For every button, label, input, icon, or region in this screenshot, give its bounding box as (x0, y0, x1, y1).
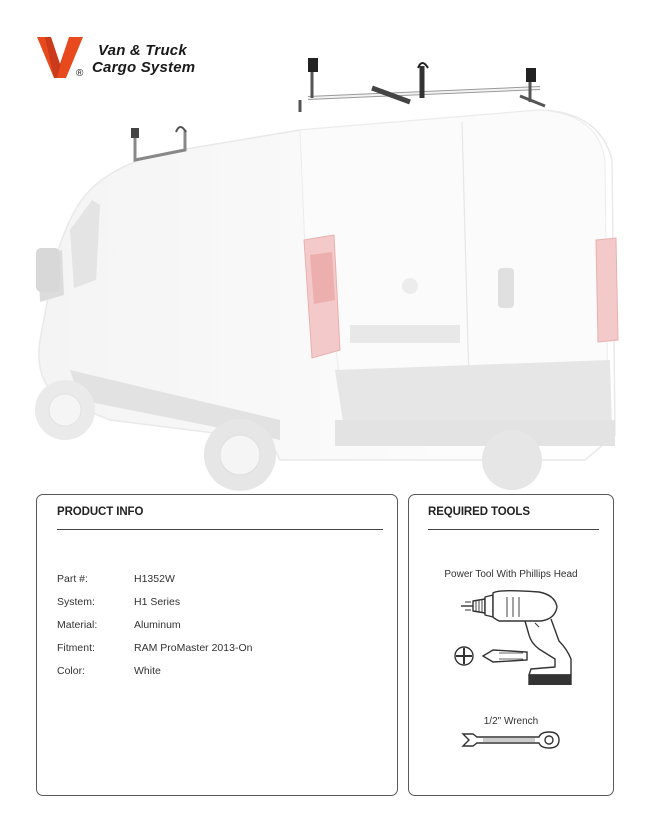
spec-value: H1352W (134, 573, 175, 585)
wrench-icon (459, 729, 563, 751)
spec-value: H1 Series (134, 596, 181, 608)
required-tools-panel (408, 494, 614, 796)
spec-label: System: (57, 596, 95, 608)
van-with-ladder-rack-image (0, 40, 648, 510)
product-info-divider (57, 529, 383, 530)
spec-value: RAM ProMaster 2013-On (134, 642, 253, 654)
registered-mark: ® (76, 68, 84, 79)
brand-name-line2: Cargo System (92, 59, 196, 76)
tool-label-wrench: 1/2" Wrench (483, 716, 539, 727)
spec-label: Material: (57, 619, 98, 631)
required-tools-title: REQUIRED TOOLS (428, 506, 530, 518)
product-info-panel (36, 494, 398, 796)
required-tools-divider (428, 529, 599, 530)
spec-value: White (134, 665, 161, 677)
product-info-title: PRODUCT INFO (57, 506, 144, 518)
brand-name-line1: Van & Truck (98, 42, 187, 59)
phillips-bit-icon (453, 643, 533, 669)
power-drill-icon (459, 589, 589, 685)
spec-label: Part #: (57, 573, 88, 585)
spec-value: Aluminum (134, 619, 181, 631)
spec-label: Fitment: (57, 642, 95, 654)
tool-label-power-tool: Power Tool With Phillips Head (444, 569, 578, 580)
spec-label: Color: (57, 665, 86, 677)
